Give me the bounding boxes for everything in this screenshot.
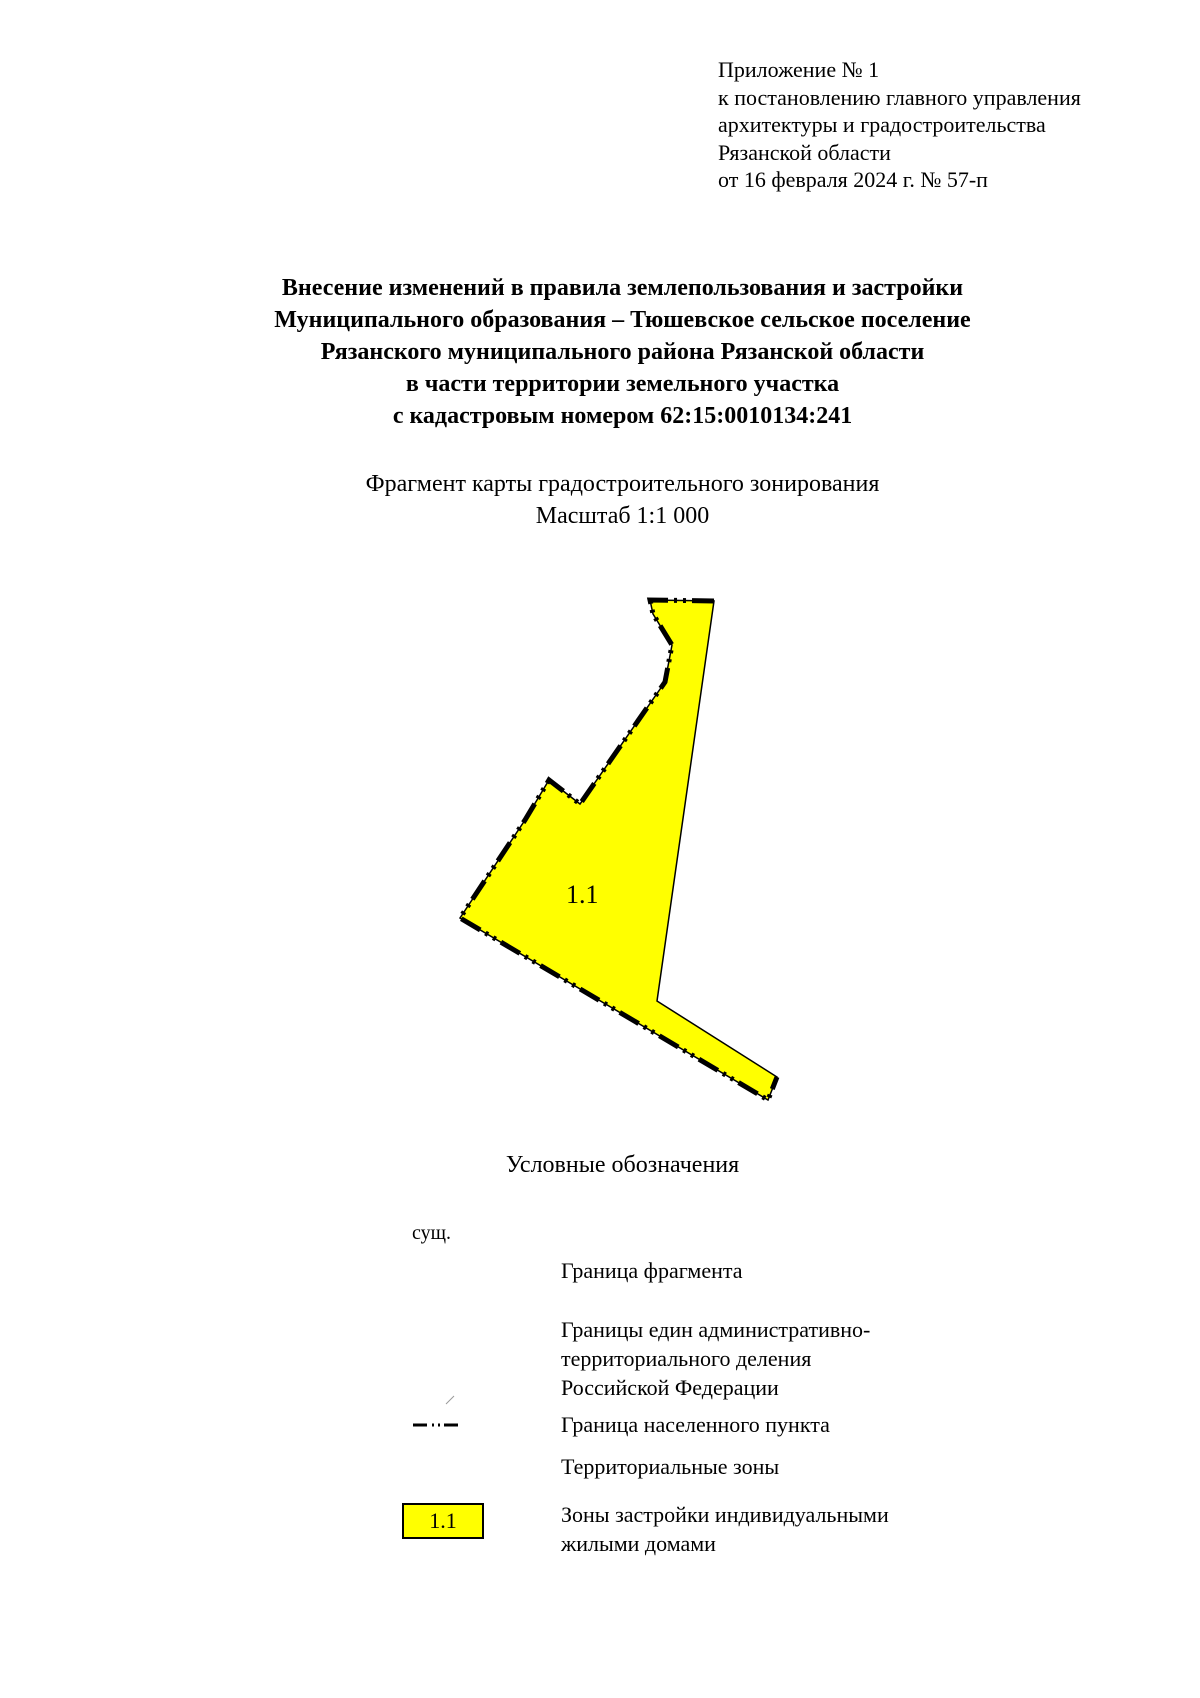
map-name: Фрагмент карты градостроительного зонирования — [365, 471, 880, 497]
title-line: с кадастровым номером 62:15:0010134:241 — [392, 403, 853, 429]
legend-label: жилыми домами — [561, 1531, 716, 1556]
title-line: Внесение изменений в правила землепользования и застройки — [281, 275, 964, 301]
legend-label: Граница фрагмента — [561, 1258, 743, 1283]
legend-admin-boundaries — [561, 1315, 870, 1402]
legend-label: Границы един административно- — [561, 1317, 871, 1342]
zone-swatch: 1.1 — [402, 1503, 484, 1539]
legend-title: Условные обозначения — [505, 1152, 740, 1178]
title-line: Рязанского муниципального района Рязанской области — [320, 339, 925, 365]
appendix-line: Рязанской области — [718, 139, 891, 165]
legend-label: Граница населенного пункта — [561, 1412, 830, 1437]
appendix-line: от 16 февраля 2024 г. № 57-п — [718, 167, 988, 192]
map-scale: Масштаб 1:1 000 — [535, 503, 710, 529]
legend-territorial-zones — [561, 1452, 779, 1481]
legend-label: Территориальные зоны — [561, 1454, 780, 1479]
legend-note: сущ. — [412, 1222, 452, 1244]
title-line: в части территории земельного участка — [405, 371, 840, 397]
appendix-line: архитектуры и градостроительства — [718, 112, 1046, 137]
legend-label: Российской Федерации — [561, 1375, 779, 1400]
appendix-line: Приложение № 1 — [718, 57, 880, 82]
legend-zone-description — [561, 1500, 889, 1558]
legend-fragment-boundary — [561, 1256, 743, 1285]
title-line: Муниципального образования – Тюшевское сельское поселение — [274, 307, 971, 333]
zone-label: 1.1 — [566, 880, 599, 909]
appendix-line: к постановлению главного управления — [718, 84, 1081, 110]
legend-settlement-boundary — [561, 1410, 830, 1439]
legend-label: территориального деления — [561, 1346, 812, 1371]
legend-label: Зоны застройки индивидуальными — [561, 1502, 889, 1527]
